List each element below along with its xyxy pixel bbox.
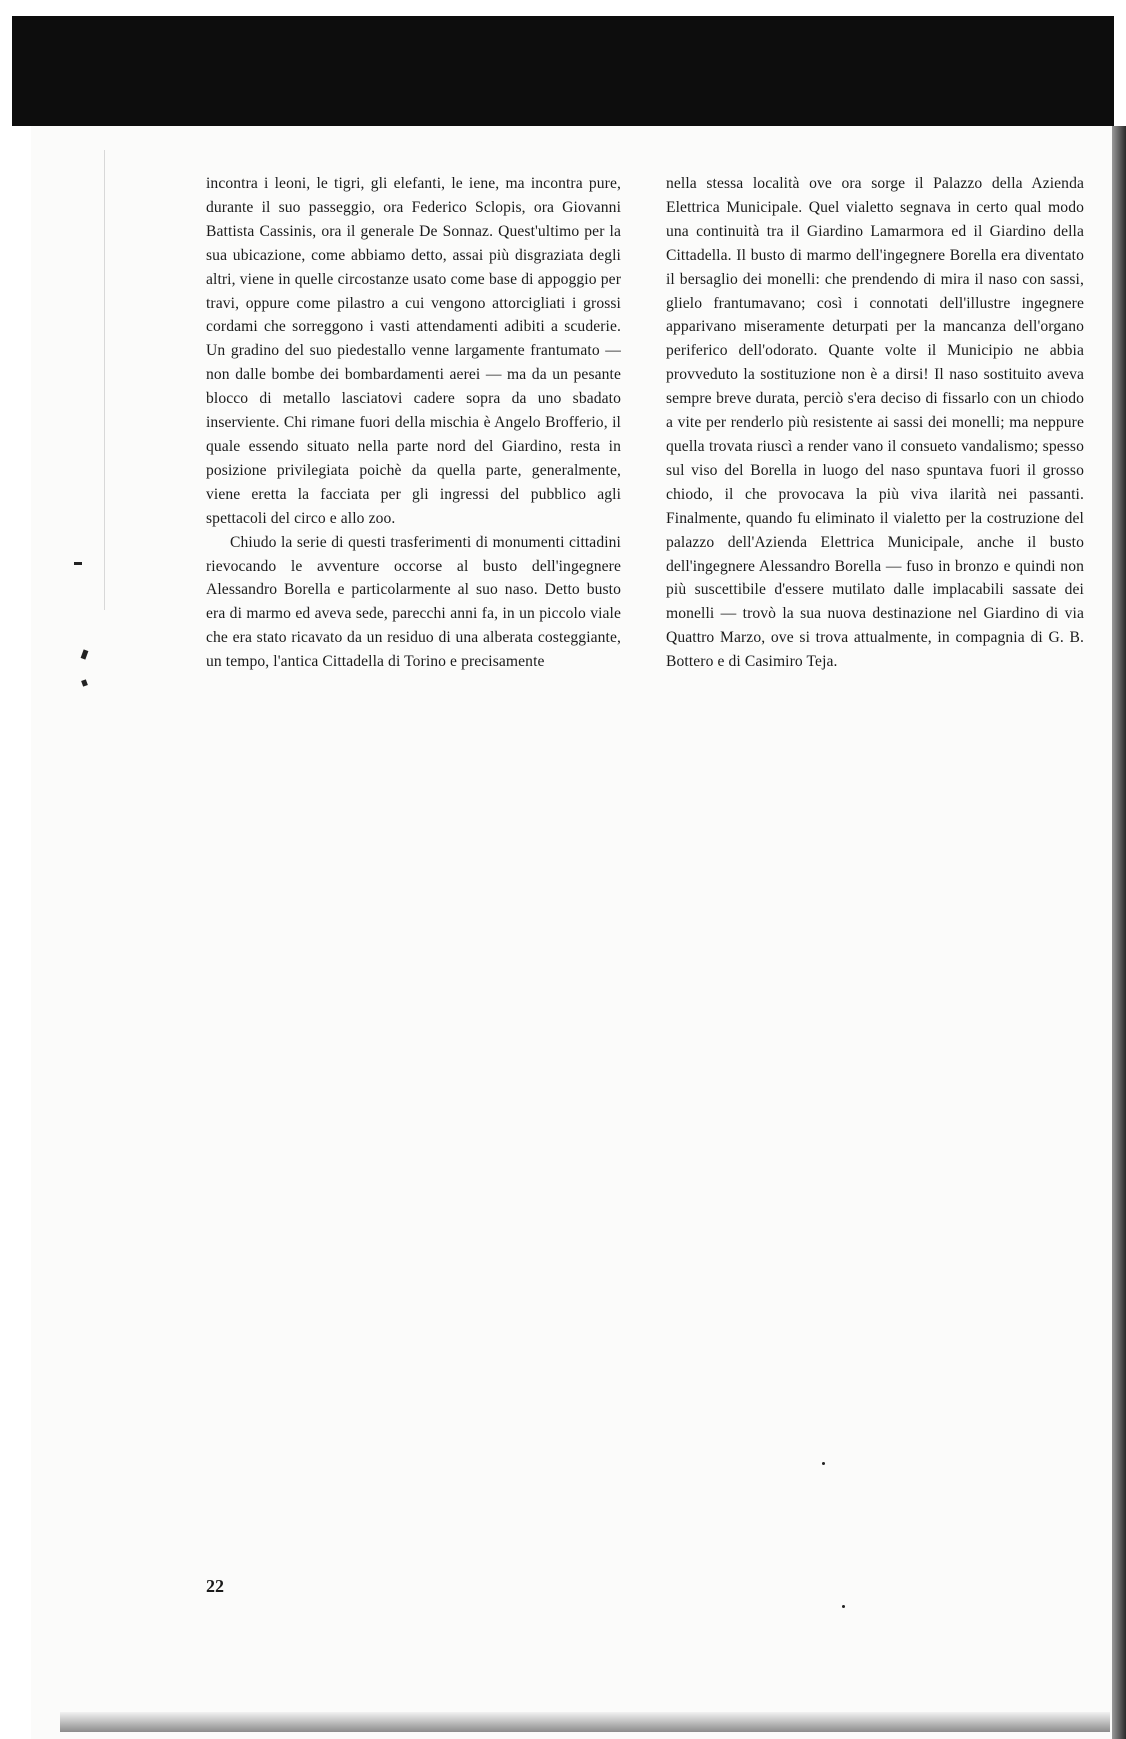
- scan-artifact-dot: [842, 1605, 845, 1608]
- scan-top-dark-band: [12, 16, 1114, 144]
- scan-artifact-dot: [822, 1462, 825, 1465]
- paragraph: incontra i leoni, le tigri, gli elefanti, le iene, ma incontra pure, durante il suo passeggio, ora Federico Sclopis, ora Giovanni Battista Cassinis, ora il generale De Sonnaz. Quest'ultimo per la sua ubicazione, come abbiamo detto, assai più disgraziata degli altri, viene in quelle circostanze usato come base di appoggio per travi, oppure come pilastro a cui vengono attorcigliati i grossi cordami che sorreggono i vasti attendamenti adibiti a scuderie. Un gradino del suo piedestallo venne largamente frantumato — non dalle bombe dei bombardamenti aerei — ma da un pesante blocco di metallo lasciatovi cadere sopra da uno sbadato inserviente. Chi rimane fuori della mischia è Angelo Brofferio, il quale essendo situato nella parte nord del Giardino, resta in posizione privilegiata poichè da quella parte, generalmente, viene eretta la facciata per gli ingressi del pubblico agli spettacoli del circo e allo zoo.: [206, 175, 621, 527]
- scan-artifact-mark: [74, 562, 82, 565]
- scan-right-edge-shadow: [1112, 126, 1126, 1739]
- text-column-left: [206, 172, 621, 674]
- text-column-right: [666, 172, 1084, 674]
- paragraph: Chiudo la serie di questi trasferimenti di monumenti cittadini rievocando le avventure occorse al busto dell'ingegnere Alessandro Borella e particolarmente al suo naso. Detto busto era di marmo ed aveva sede, parecchi anni fa, in un piccolo viale che era stato ricavato da un residuo di una alberata costeggiante, un tempo, l'antica Cittadella di Torino e precisamente: [206, 533, 621, 671]
- scan-artifact-line: [104, 150, 105, 610]
- scan-bottom-edge-shadow: [60, 1712, 1110, 1732]
- page-number: 22: [206, 1576, 224, 1596]
- scan-left-margin: [12, 126, 31, 1739]
- paragraph: nella stessa località ove ora sorge il Palazzo della Azienda Elettrica Municipale. Quel vialetto segnava in certo qual modo una continuità tra il Giardino Lamarmora ed il Giardino della Cittadella. Il busto di marmo dell'ingegnere Borella era diventato il bersaglio dei monelli: che prendendo di mira il naso con sassi, glielo frantumavano; così i connotati dell'illustre ingegnere apparivano miseramente deturpati per la mancanza dell'organo periferico dell'odorato. Quante volte il Municipio ne abbia provveduto la sostituzione non è a dirsi! Il naso sostituito aveva sempre breve durata, perciò s'era deciso di fissarlo con un chiodo a vite per renderlo più resistente ai sassi dei monelli; ma neppure quella trovata riuscì a render vano il consueto vandalismo; spesso sul viso del Borella in luogo del naso spuntava fuori il grosso chiodo, il che provocava la più viva ilarità nei passanti. Finalmente, quando fu eliminato il vialetto per la costruzione del palazzo dell'Azienda Elettrica Municipale, anche il busto dell'ingegnere Alessandro Borella — fuso in bronzo e quindi non più suscettibile d'essere mutilato dalle implacabili sassate dei monelli — trovò la sua nuova destinazione nel Giardino di via Quattro Marzo, ove si trova attualmente, in compagnia di G. B. Bottero e di Casimiro Teja.: [666, 175, 1084, 671]
